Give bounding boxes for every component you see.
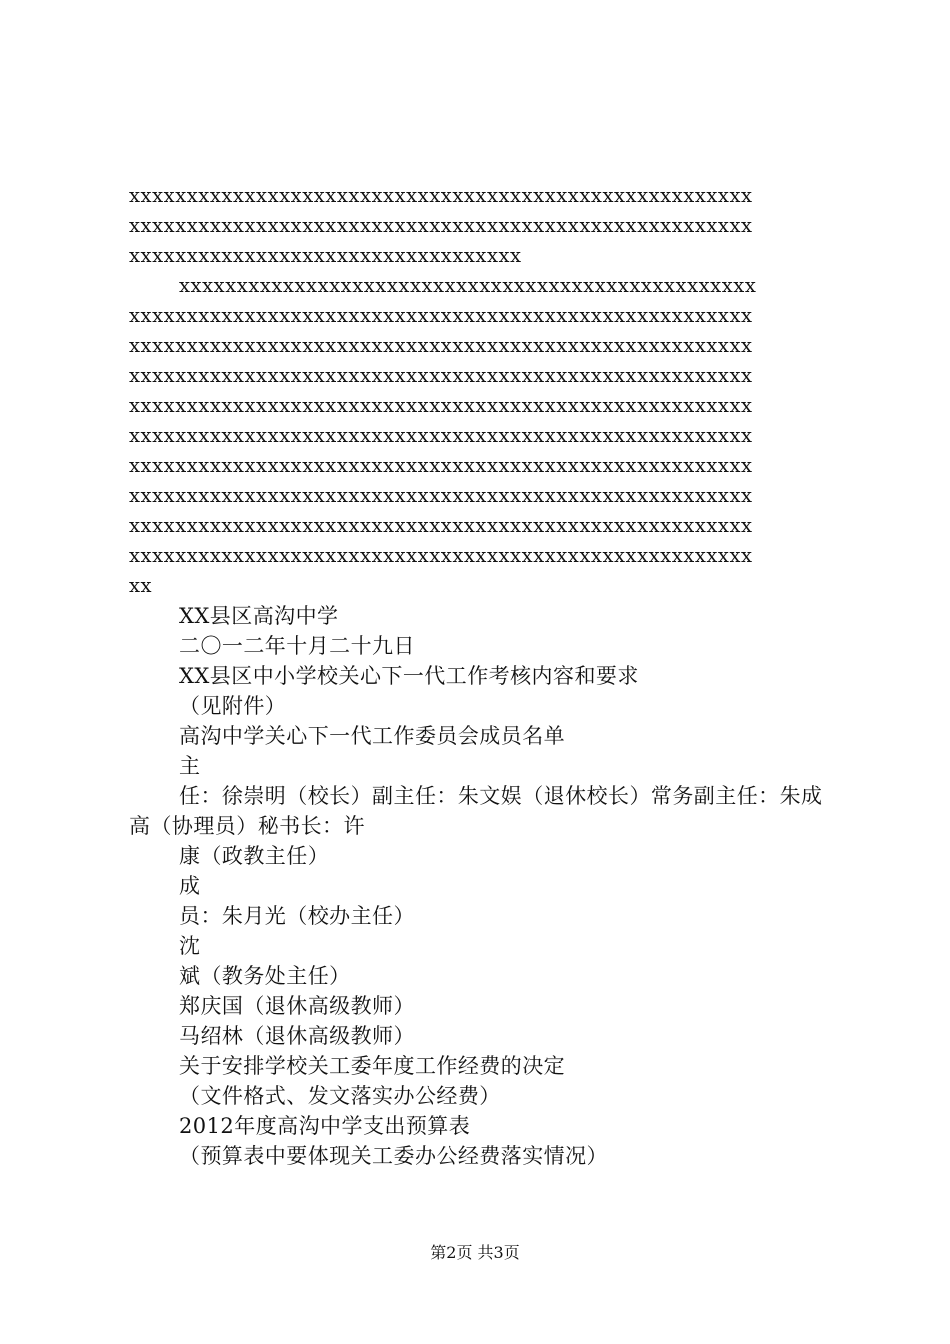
document-body xyxy=(129,181,831,1171)
placeholder-line: xxxxxxxxxxxxxxxxxxxxxxxxxxxxxxxxxxxxxxxxxxxxxxxxxxxxxx xyxy=(129,544,753,567)
signature-date: 二〇一二年十月二十九日 xyxy=(179,634,415,658)
placeholder-line: xxxxxxxxxxxxxxxxxxxxxxxxxxxxxxxxxxxxxxxxxxxxxxxxxxxxxx xyxy=(129,484,753,507)
page-number: 第2页 共3页 xyxy=(430,1243,520,1262)
placeholder-line: xxxxxxxxxxxxxxxxxxxxxxxxxxxxxxxxxxxxxxxxxxxxxxxxxxxxxx xyxy=(129,514,753,537)
placeholder-line: xxxxxxxxxxxxxxxxxxxxxxxxxxxxxxxxxxxxxxxxxxxxxxxxxxxxxx xyxy=(129,424,753,447)
committee-line: 郑庆国（退休高级教师） xyxy=(179,994,415,1018)
placeholder-line: xxxxxxxxxxxxxxxxxxxxxxxxxxxxxxxxxxxxxxxxxxxxxxxxxxxxxx xyxy=(129,184,753,207)
placeholder-line: xxxxxxxxxxxxxxxxxxxxxxxxxxxxxxxxxxxxxxxxxxxxxxxxxxxxxx xyxy=(129,454,753,477)
placeholder-line: xxxxxxxxxxxxxxxxxxxxxxxxxxxxxxxxxxxxxxxxxxxxxxxxxxxxxx xyxy=(129,214,753,237)
placeholder-line: xxxxxxxxxxxxxxxxxxxxxxxxxxxxxxxxxxxxxxxxxxxxxxxxxx xyxy=(179,274,757,297)
placeholder-line: xxxxxxxxxxxxxxxxxxxxxxxxxxxxxxxxxxxxxxxxxxxxxxxxxxxxxx xyxy=(129,394,753,417)
section-note: （预算表中要体现关工委办公经费落实情况） xyxy=(179,1144,608,1168)
section-note: （文件格式、发文落实办公经费） xyxy=(179,1084,501,1108)
section-heading: 2012年度高沟中学支出预算表 xyxy=(179,1114,471,1138)
committee-line: 任：徐崇明（校长）副主任：朱文娱（退休校长）常务副主任：朱成高（协理员）秘书长：许 xyxy=(129,784,823,838)
placeholder-line: xxxxxxxxxxxxxxxxxxxxxxxxxxxxxxxxxx xyxy=(129,244,522,267)
section-heading: 关于安排学校关工委年度工作经费的决定 xyxy=(179,1054,566,1078)
committee-line: 康（政教主任） xyxy=(179,844,330,868)
committee-line: 主 xyxy=(179,754,201,778)
section-heading: XX县区中小学校关心下一代工作考核内容和要求 xyxy=(179,664,639,688)
signature-org: XX县区高沟中学 xyxy=(179,604,339,628)
placeholder-line: xx xyxy=(129,574,153,597)
committee-line: 成 xyxy=(179,874,201,898)
section-note: （见附件） xyxy=(179,694,287,718)
placeholder-line: xxxxxxxxxxxxxxxxxxxxxxxxxxxxxxxxxxxxxxxxxxxxxxxxxxxxxx xyxy=(129,364,753,387)
committee-line: 马绍林（退休高级教师） xyxy=(179,1024,415,1048)
committee-title: 高沟中学关心下一代工作委员会成员名单 xyxy=(179,724,566,748)
placeholder-line: xxxxxxxxxxxxxxxxxxxxxxxxxxxxxxxxxxxxxxxxxxxxxxxxxxxxxx xyxy=(129,304,753,327)
committee-line: 员：朱月光（校办主任） xyxy=(179,904,415,928)
committee-line: 斌（教务处主任） xyxy=(179,964,351,988)
committee-line: 沈 xyxy=(179,934,201,958)
placeholder-line: xxxxxxxxxxxxxxxxxxxxxxxxxxxxxxxxxxxxxxxxxxxxxxxxxxxxxx xyxy=(129,334,753,357)
